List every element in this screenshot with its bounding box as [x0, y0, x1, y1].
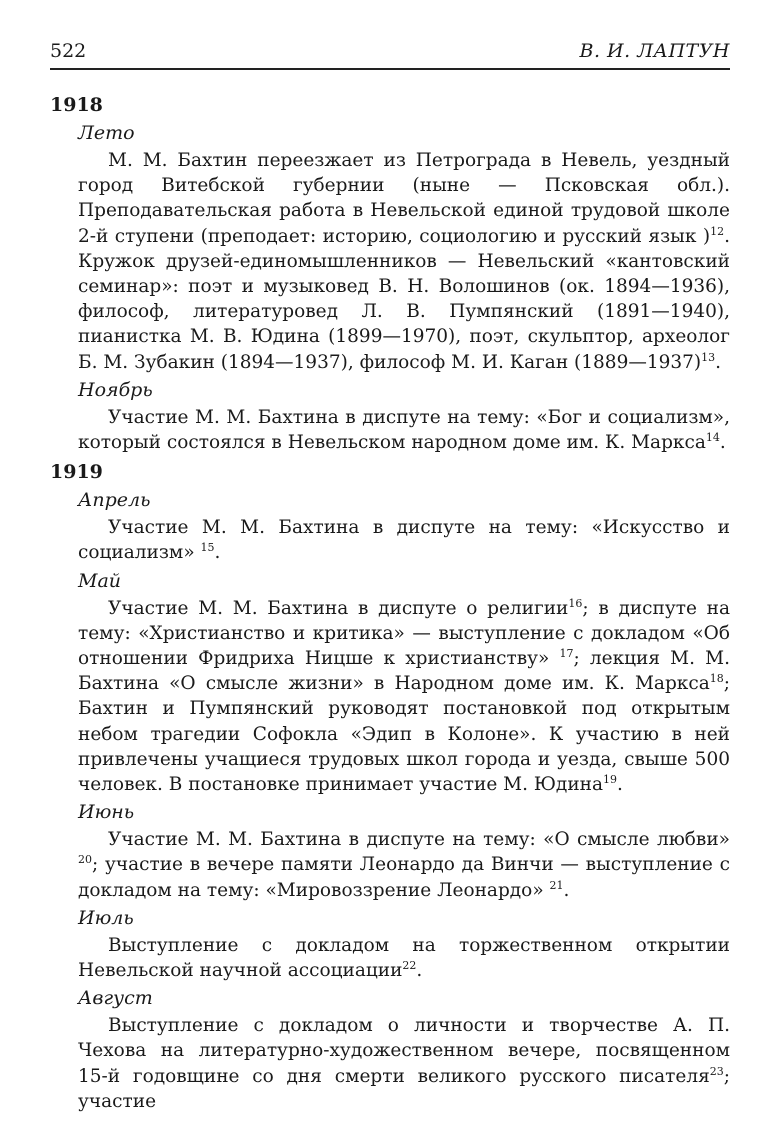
year-heading: 1919: [50, 461, 103, 484]
footnote-ref: 19: [603, 772, 618, 786]
running-header: [50, 40, 730, 70]
month-heading: Июнь: [78, 801, 135, 824]
month-heading: Ноябрь: [78, 378, 153, 401]
chronicle-entry: Участие М. М. Бахтина в диспуте на тему: «Бог и социализм», который состоялся в Невельском народном доме им. К. Маркса$^{14}$.: [78, 406, 730, 454]
chronicle-entry: Участие М. М. Бахтина в диспуте на тему: «О смысле любви» $^{20}$; участие в вечере памяти Леонардо да Винчи — выступление с докладом на тему: «Мировоззрение Леонардо» $^{21}$.: [78, 829, 730, 901]
chronicle-entry: Участие М. М. Бахтина в диспуте на тему: «Искусство и социализм» $^{15}$.: [78, 517, 730, 564]
year-heading: 1918: [50, 94, 103, 116]
month-heading: Апрель: [78, 489, 151, 512]
footnote-ref: 17: [559, 646, 574, 660]
chronicle-entry: Выступление с докладом о личности и творчестве А. П. Чехова на литературно-художественном вечере, посвященном 15-й годовщине со дня смерти великого русского писателя$^{23}$; участие: [78, 1015, 730, 1112]
month-heading: Август: [78, 987, 153, 1010]
footnote-ref: 20: [78, 853, 92, 867]
chronicle-entry: Участие М. М. Бахтина в диспуте о религии$^{16}$; в диспуте на тему: «Христианство и критика» — выступление с докладом «Об отношении Фридриха Ницше к христианству» $^{17}$; лекция М. М. Бахтина «О смысле жизни» в Народном доме им. К. Маркса$^{18}$; Бахтин и Пумпянский руководят постановкой под открытым небом трагедии Софокла «Эдип в Колоне». К участию в ней привлечены учащиеся трудовых школ города и уезда, свыше 500 человек. В постановке принимает участие М. Юдина$^{19}$.: [78, 596, 730, 796]
footnote-ref: 13: [701, 350, 716, 364]
running-author: В. И. ЛАПТУН: [579, 40, 730, 62]
footnote-ref: 15: [200, 541, 215, 555]
footnote-ref: 16: [568, 596, 583, 610]
chronicle-entry: Выступление с докладом на торжественном открытии Невельской научной ассоциации$^{22}$.: [78, 934, 730, 982]
footnote-ref: 12: [710, 224, 725, 238]
footnote-ref: 18: [709, 672, 724, 686]
footnote-ref: 23: [709, 1064, 724, 1078]
chronicle-entry: М. М. Бахтин переезжает из Петрограда в Невель, уездный город Витебской губернии (ныне — Псковская обл.). Преподавательская работа в Невельской единой трудовой школе 2-й ступени (преподает: историю, социологию и русский язык )$^{12}$. Кружок друзей-единомышленников — Невельский «кантовский семинар»: поэт и музыковед В. Н. Волошинов (ок. 1894—1936), философ, литературовед Л. В. Пумпянский (1891—1940), пианистка М. В. Юдина (1899—1970), поэт, скульптор, археолог Б. М. Зубакин (1894—1937), философ М. И. Каган (1889—1937)$^{13}$.: [78, 150, 730, 373]
month-heading: Май: [78, 569, 122, 592]
page-number: 522: [50, 40, 87, 62]
footnote-ref: 22: [402, 958, 417, 972]
month-heading: Июль: [78, 906, 134, 929]
footnote-ref: 14: [705, 430, 720, 444]
month-heading: Лето: [78, 122, 135, 144]
footnote-ref: 21: [549, 878, 564, 892]
chronicle-body: [50, 88, 730, 1116]
